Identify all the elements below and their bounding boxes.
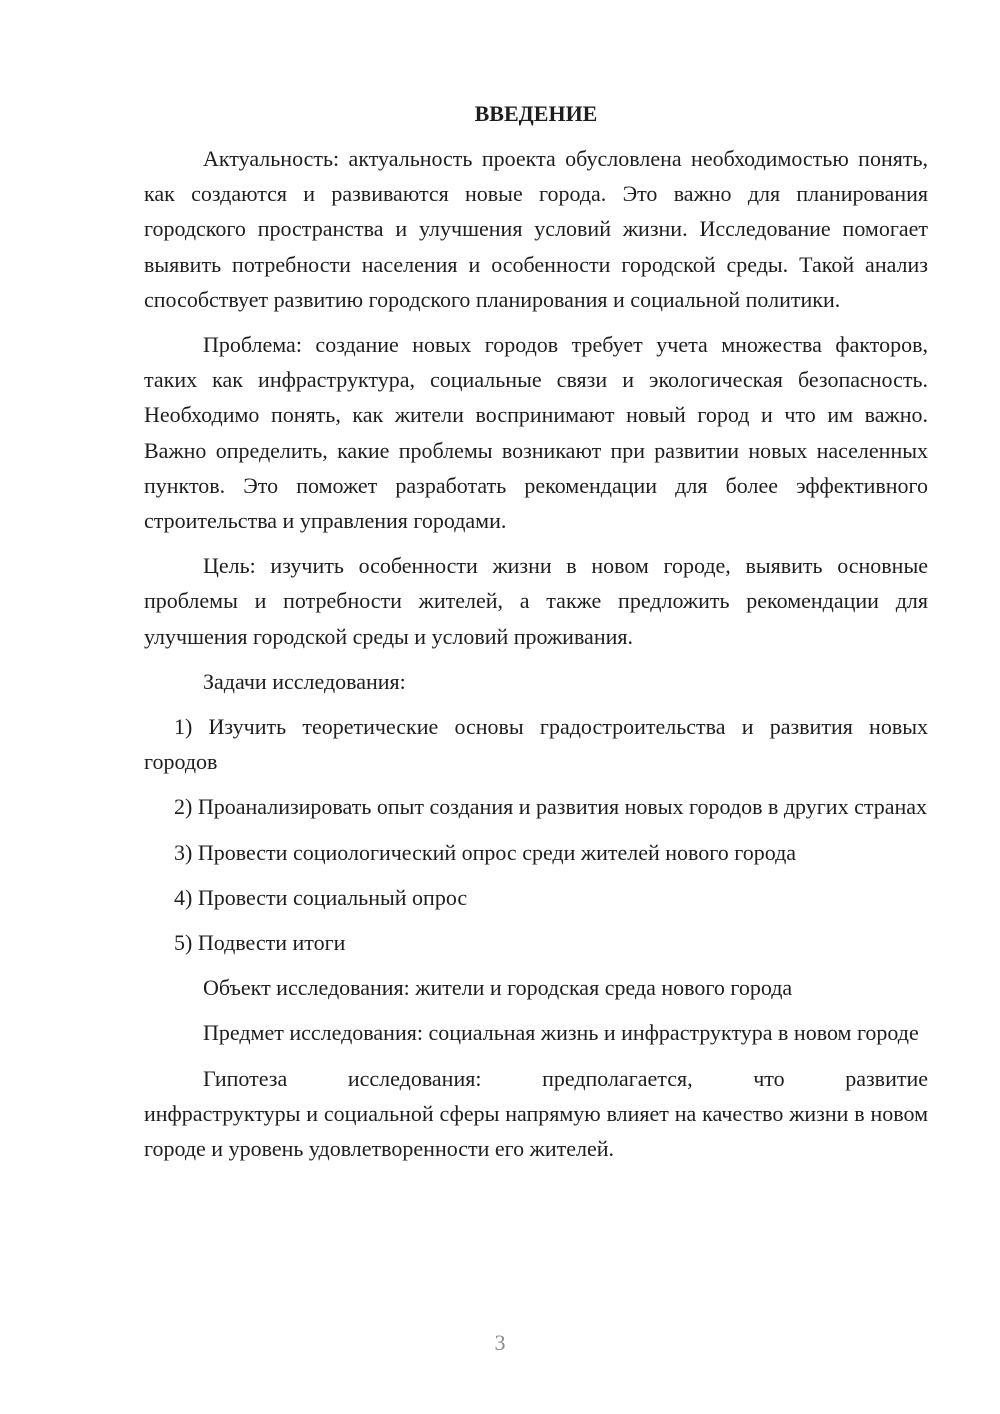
hypothesis-continuation: инфраструктуры и социальной сферы напрямую влияет на качество жизни в новом городе и уровень удовлетворенности его жителей. <box>144 1100 928 1162</box>
list-item: 5) Подвести итоги <box>174 930 346 956</box>
section-title: ВВЕДЕНИЕ <box>474 101 598 126</box>
list-item: 2) Проанализировать опыт создания и развития новых городов в других странах <box>174 794 928 820</box>
list-item: 1) Изучить теоретические основы градостроительства и развития новых городов <box>144 714 928 775</box>
tasks-heading: Задачи исследования: <box>203 668 406 694</box>
list-item: 3) Провести социологический опрос среди жителей нового города <box>174 839 797 865</box>
relevance-paragraph: Актуальность: актуальность проекта обусловлена необходимостью понять, как создаются и развиваются новые города. Это важно для планирования городского пространства и улучшения условий жизни. Исследование помогает выявить потребности населения и особенности городской среды. Такой анализ способствует развитию городского планирования и социальной политики. <box>144 146 928 312</box>
tasks-list <box>144 709 928 960</box>
hypothesis-paragraph <box>144 1061 928 1167</box>
page-number: 3 <box>494 1330 506 1355</box>
subject-paragraph: Предмет исследования: социальная жизнь и инфраструктура в новом городе <box>203 1020 919 1046</box>
document-page <box>144 96 928 1166</box>
goal-paragraph: Цель: изучить особенности жизни в новом городе, выявить основные проблемы и потребности жителей, а также предложить рекомендации для улучшения городской среды и условий проживания. <box>144 553 928 649</box>
hypothesis-first-line: Гипотеза исследования: предполагается, что развитие <box>203 1065 928 1091</box>
list-item: 4) Провести социальный опрос <box>174 884 468 910</box>
object-paragraph: Объект исследования: жители и городская среда нового города <box>203 975 793 1001</box>
problem-paragraph: Проблема: создание новых городов требует учета множества факторов, таких как инфраструктура, социальные связи и экологическая безопасность. Необходимо понять, как жители воспринимают новый город и что им важно. Важно определить, какие проблемы возникают при развитии новых населенных пунктов. Это поможет разработать рекомендации для более эффективного строительства и управления городами. <box>144 332 928 534</box>
